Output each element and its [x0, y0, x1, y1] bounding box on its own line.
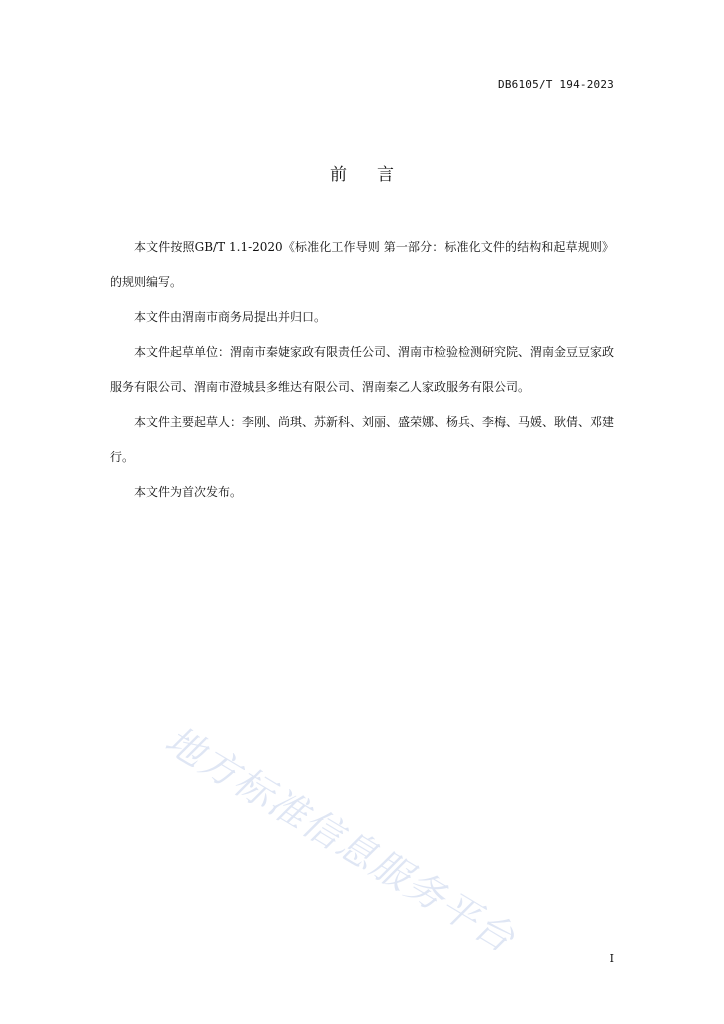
page-title: 前言 [330, 165, 424, 185]
preface-body [110, 230, 614, 510]
standard-code: DB6105/T 194-2023 [498, 78, 614, 91]
page-number: I [609, 952, 614, 965]
paragraph-first-release: 本文件为首次发布。 [134, 485, 243, 499]
paragraph-drafters: 本文件主要起草人：李刚、尚琪、苏新科、刘丽、盛荣娜、杨兵、李梅、马媛、耿倩、邓建行。 [110, 415, 615, 464]
watermark: 地方标准信息服务平台 [157, 717, 524, 962]
paragraph-drafting-rules: 本文件按照GB/T 1.1-2020《标准化工作导则 第一部分：标准化文件的结构和起草规则》的规则编写。 [110, 240, 614, 289]
paragraph-drafting-units: 本文件起草单位：渭南市秦婕家政有限责任公司、渭南市检验检测研究院、渭南金豆豆家政服务有限公司、渭南市澄城县多维达有限公司、渭南秦乙人家政服务有限公司。 [110, 345, 615, 394]
paragraph-proposer: 本文件由渭南市商务局提出并归口。 [134, 310, 327, 324]
